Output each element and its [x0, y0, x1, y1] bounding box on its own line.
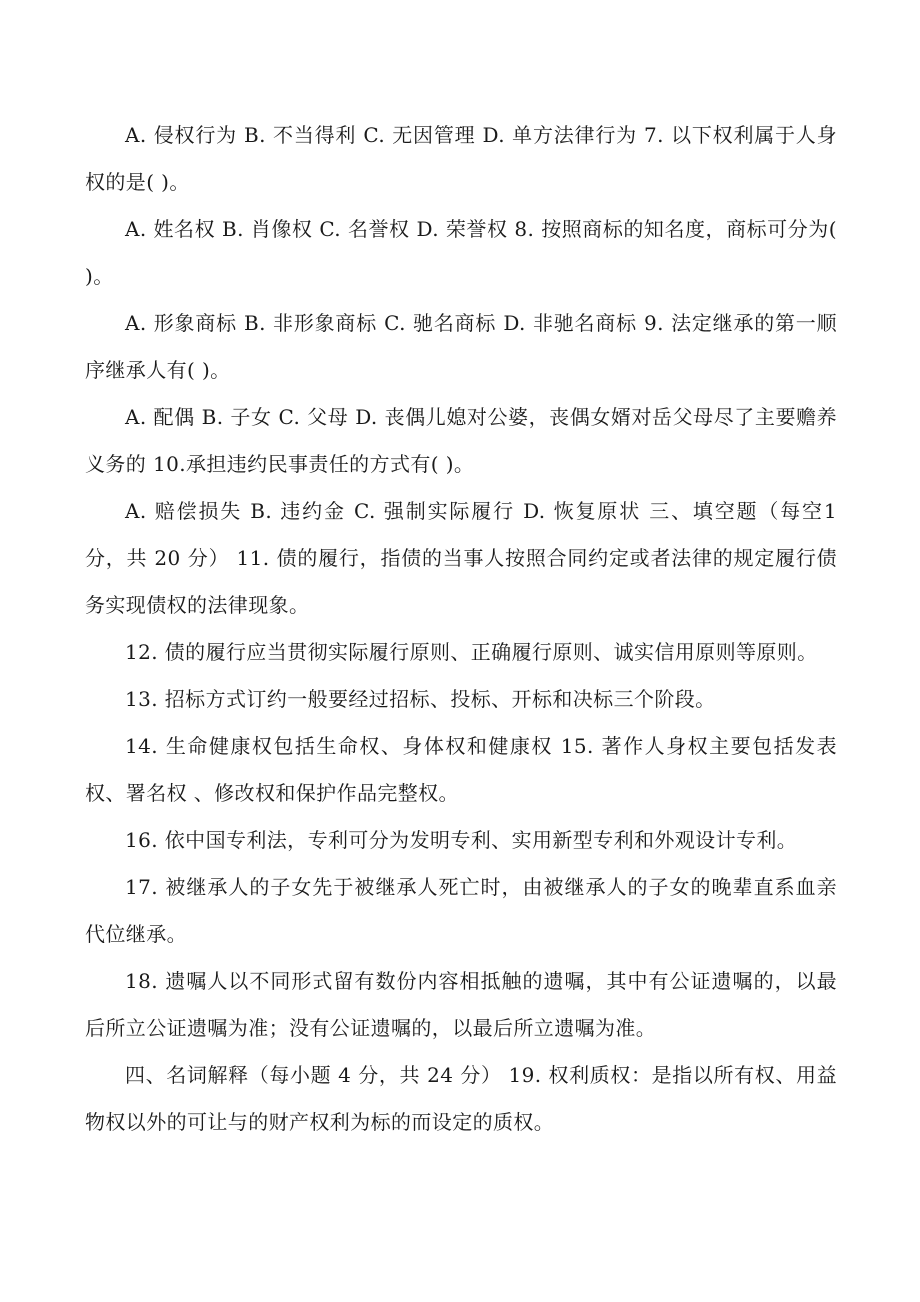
- paragraph-fill-14-15: 14. 生命健康权包括生命权、身体权和健康权 15. 著作人身权主要包括发表权、署名权 、修改权和保护作品完整权。: [85, 734, 837, 805]
- paragraph-fill-16: 16. 依中国专利法，专利可分为发明专利、实用新型专利和外观设计专利。: [125, 828, 798, 852]
- document-body: [85, 112, 837, 1146]
- paragraph-fill-13: 13. 招标方式订约一般要经过招标、投标、开标和决标三个阶段。: [125, 687, 716, 711]
- paragraph-fill-11: A. 赔偿损失 B. 违约金 C. 强制实际履行 D. 恢复原状 三、填空题（每空1 分，共 20 分） 11. 债的履行，指债的当事人按照合同约定或者法律的规定履行债务实现债权的法律现象。: [85, 499, 837, 617]
- paragraph-term-19: 四、名词解释（每小题 4 分，共 24 分） 19. 权利质权：是指以所有权、用益物权以外的可让与的财产权利为标的而设定的质权。: [85, 1063, 837, 1134]
- paragraph-choice-7: A. 侵权行为 B. 不当得利 C. 无因管理 D. 单方法律行为 7. 以下权利属于人身权的是( )。: [85, 123, 837, 194]
- paragraph-fill-12: 12. 债的履行应当贯彻实际履行原则、正确履行原则、诚实信用原则等原则。: [125, 640, 818, 664]
- paragraph-fill-18: 18. 遗嘱人以不同形式留有数份内容相抵触的遗嘱，其中有公证遗嘱的，以最后所立公证遗嘱为准；没有公证遗嘱的，以最后所立遗嘱为准。: [85, 969, 837, 1040]
- paragraph-choice-9: A. 形象商标 B. 非形象商标 C. 驰名商标 D. 非驰名商标 9. 法定继承的第一顺序继承人有( )。: [85, 311, 837, 382]
- paragraph-choice-10: A. 配偶 B. 子女 C. 父母 D. 丧偶儿媳对公婆，丧偶女婿对岳父母尽了主要赡养义务的 10.承担违约民事责任的方式有( )。: [85, 405, 837, 476]
- paragraph-choice-8: A. 姓名权 B. 肖像权 C. 名誉权 D. 荣誉权 8. 按照商标的知名度，商标可分为( )。: [85, 217, 837, 288]
- paragraph-fill-17: 17. 被继承人的子女先于被继承人死亡时，由被继承人的子女的晚辈直系血亲代位继承。: [85, 875, 837, 946]
